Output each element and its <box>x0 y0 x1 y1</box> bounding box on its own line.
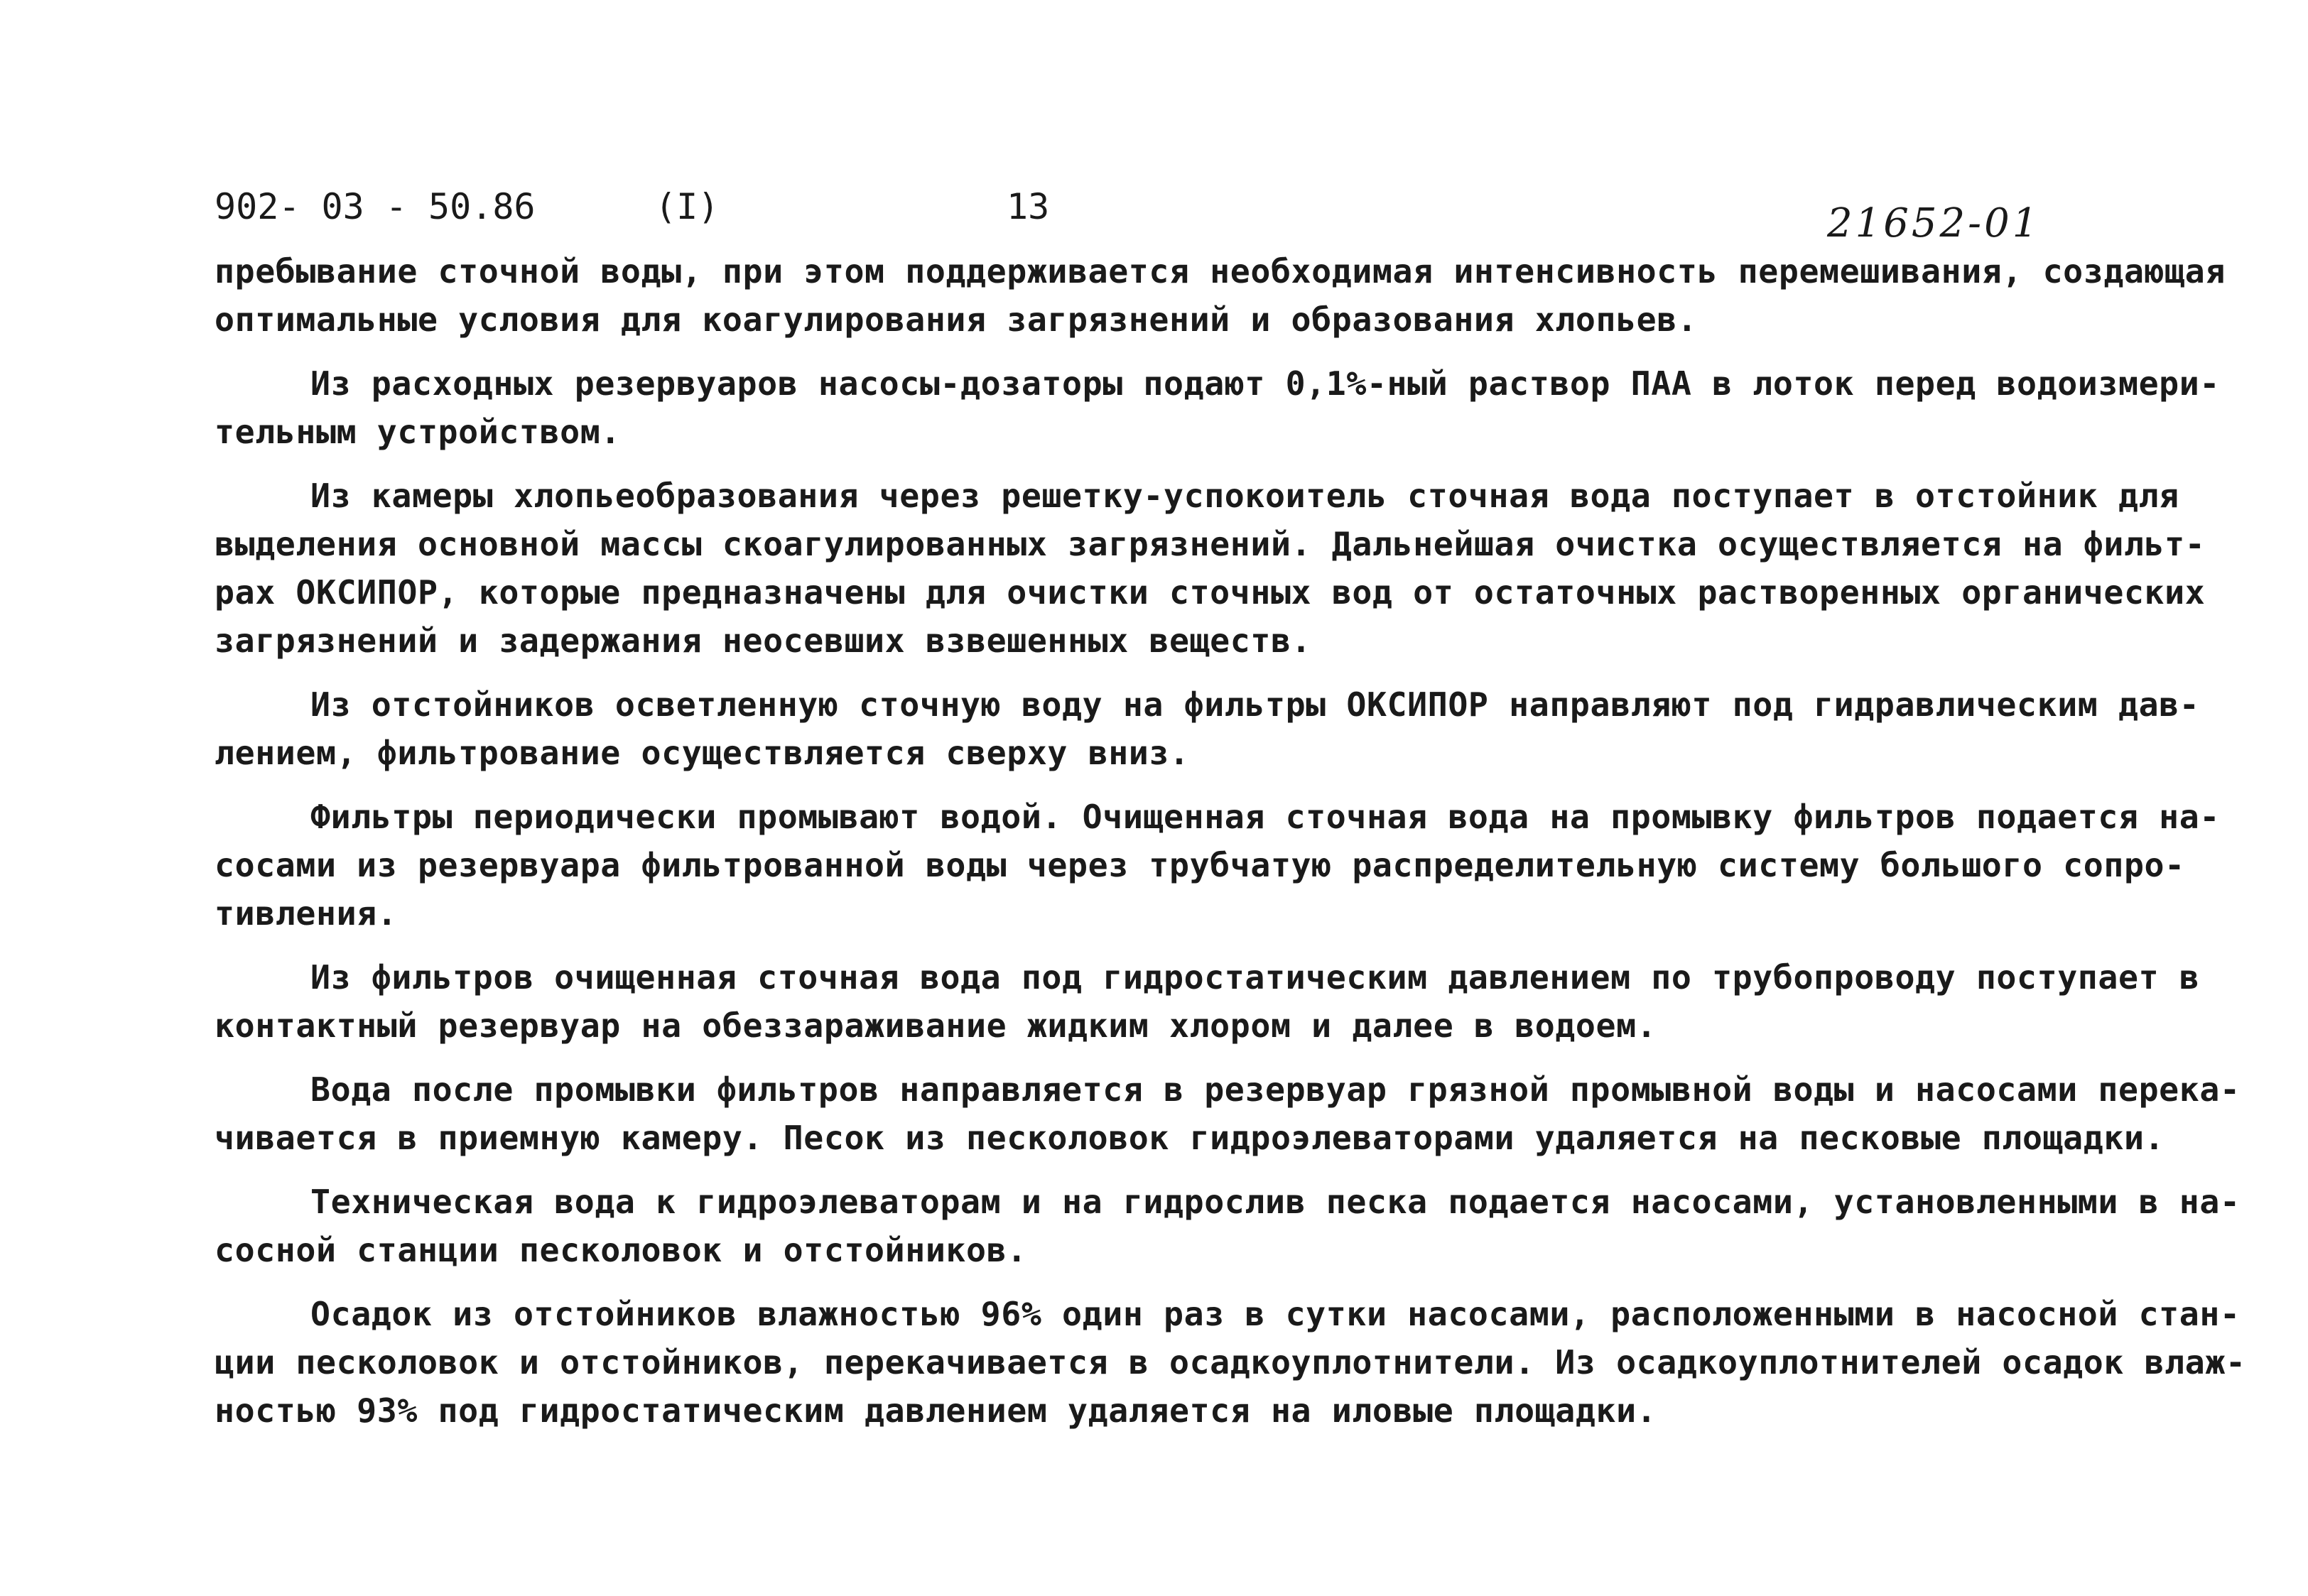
text-line: чивается в приемную камеру. Песок из песколовок гидроэлеваторами удаляется на песковые площадки. <box>215 1119 2165 1157</box>
page-number: 13 <box>1007 186 1050 227</box>
paragraph <box>215 247 2226 344</box>
text-line: Из камеры хлопьеобразования через решетку-успокоитель сточная вода поступает в отстойник для <box>310 477 2179 515</box>
part-number: (I) <box>655 186 720 227</box>
text-line: лением, фильтрование осуществляется сверху вниз. <box>215 734 1190 772</box>
text-line: Вода после промывки фильтров направляется в резервуар грязной промывной воды и насосами перека- <box>310 1070 2241 1109</box>
inventory-number: 21652-01 <box>1827 200 2041 246</box>
page-header <box>215 186 2133 250</box>
paragraph <box>215 1290 2246 1435</box>
paragraph <box>215 1178 2241 1274</box>
text-line: сосной станции песколовок и отстойников. <box>215 1231 1027 1269</box>
text-line: выделения основной массы скоагулированных загрязнений. Дальнейшая очистка осуществляется на фильт- <box>215 525 2206 563</box>
text-line: Техническая вода к гидроэлеваторам и на гидрослив песка подается насосами, установленными в на- <box>310 1183 2241 1221</box>
text-line: ностью 93% под гидростатическим давлением удаляется на иловые площадки. <box>215 1391 1657 1430</box>
paragraph <box>215 359 2220 456</box>
text-line: Осадок из отстойников влажностью 96% один раз в сутки насосами, расположенными в насосной стан- <box>310 1295 2241 1333</box>
document-body <box>215 247 2246 1450</box>
text-line: пребывание сточной воды, при этом поддерживается необходимая интенсивность перемешивания, создающая <box>215 252 2226 291</box>
paragraph <box>215 680 2200 777</box>
text-line: Из фильтров очищенная сточная вода под гидростатическим давлением по трубопроводу поступает в <box>310 958 2200 997</box>
text-line: рах ОКСИПОР, которые предназначены для очистки сточных вод от остаточных растворенных органических <box>215 573 2206 612</box>
paragraph <box>215 793 2220 938</box>
text-line: Фильтры периодически промывают водой. Очищенная сточная вода на промывку фильтров подается на- <box>310 798 2220 836</box>
text-line: тивления. <box>215 894 398 933</box>
text-line: ции песколовок и отстойников, перекачивается в осадкоуплотнители. Из осадкоуплотнителей осадок влаж- <box>215 1343 2246 1381</box>
document-code: 902- 03 - 50.86 <box>215 186 536 227</box>
text-line: Из отстойников осветленную сточную воду на фильтры ОКСИПОР направляют под гидравлическим дав- <box>310 685 2200 724</box>
paragraph <box>215 953 2200 1050</box>
paragraph <box>215 1065 2241 1162</box>
text-line: Из расходных резервуаров насосы-дозаторы подают 0,1%-ный раствор ПАА в лоток перед водоизмери- <box>310 364 2220 403</box>
text-line: тельным устройством. <box>215 413 621 451</box>
text-line: загрязнений и задержания неосевших взвешенных веществ. <box>215 621 1312 660</box>
text-line: оптимальные условия для коагулирования загрязнений и образования хлопьев. <box>215 300 1698 339</box>
paragraph <box>215 472 2206 665</box>
text-line: сосами из резервуара фильтрованной воды через трубчатую распределительную систему большого сопро- <box>215 846 2185 884</box>
text-line: контактный резервуар на обеззараживание жидким хлором и далее в водоем. <box>215 1006 1657 1045</box>
